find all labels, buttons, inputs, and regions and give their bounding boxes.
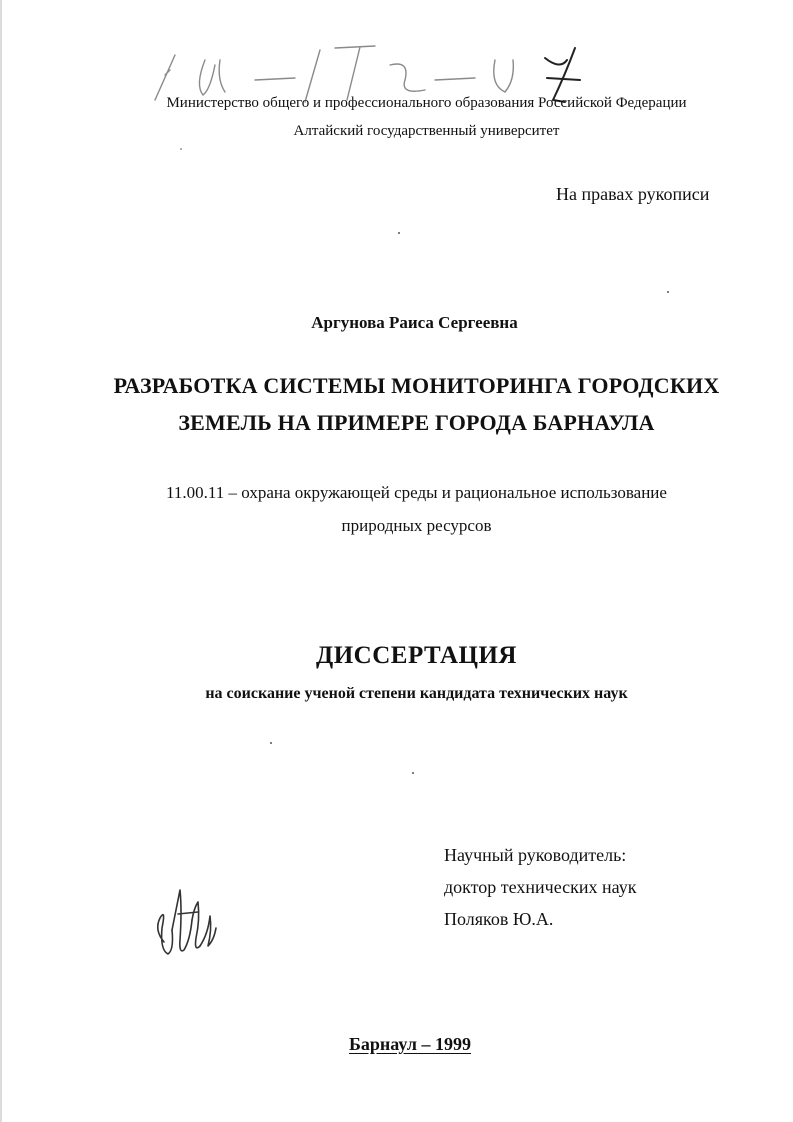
scan-speck: [667, 291, 669, 293]
scan-speck: [412, 772, 414, 774]
scan-speck: [398, 232, 400, 234]
degree-statement: на соискание ученой степени кандидата технических наук: [205, 685, 628, 702]
specialty-line-1: 11.00.11 – охрана окружающей среды и рациональное использование: [166, 483, 667, 502]
advisor-degree: доктор технических наук: [444, 877, 637, 897]
thesis-title-line-2: ЗЕМЕЛЬ НА ПРИМЕРЕ ГОРОДА БАРНАУЛА: [178, 410, 655, 435]
author-name: Аргунова Раиса Сергеевна: [311, 313, 518, 332]
scan-speck: [270, 742, 272, 744]
author-signature: [150, 880, 220, 960]
university-name: Алтайский государственный университет: [293, 123, 560, 139]
city-and-year: Барнаул – 1999: [349, 1034, 472, 1054]
specialty-line-2: природных ресурсов: [341, 516, 492, 535]
ministry-header: Министерство общего и профессионального образования Российской Федерации: [166, 95, 687, 111]
scan-speck: [180, 148, 182, 150]
thesis-title-line-1: РАЗРАБОТКА СИСТЕМЫ МОНИТОРИНГА ГОРОДСКИХ: [113, 373, 720, 398]
document-type: ДИССЕРТАЦИЯ: [316, 642, 517, 669]
manuscript-rights-note: На правах рукописи: [556, 184, 710, 204]
page-edge-shadow: [0, 0, 2, 1122]
advisor-role: Научный руководитель:: [444, 845, 627, 865]
advisor-name: Поляков Ю.А.: [444, 909, 554, 929]
